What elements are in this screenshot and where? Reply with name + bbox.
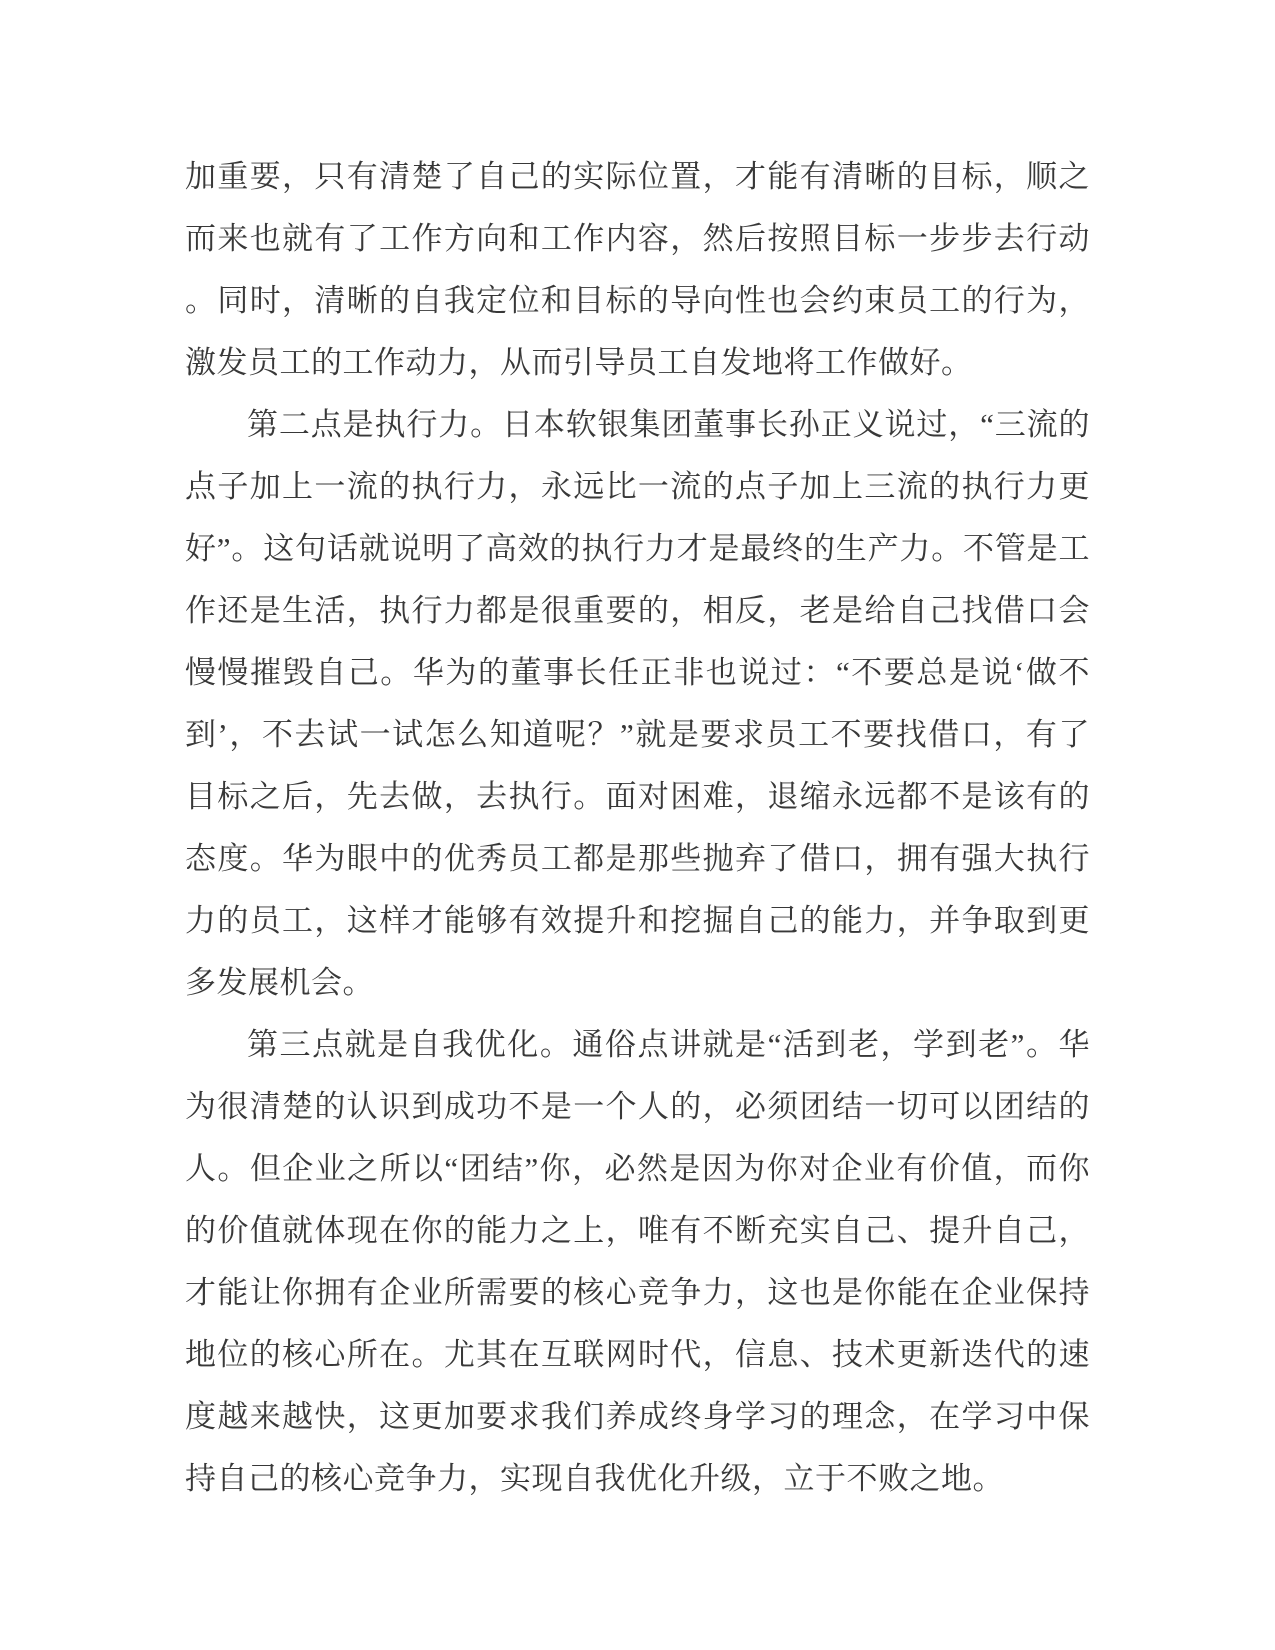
paragraph-continuation-self-positioning: 加重要，只有清楚了自己的实际位置，才能有清晰的目标，顺之而来也就有了工作方向和工作内容，然后按照目标一步步去行动。同时，清晰的自我定位和目标的导向性也会约束员工的行为，激发员工的工作动力，从而引导员工自发地将工作做好。: [185, 159, 1090, 380]
paragraph-self-optimization: 第三点就是自我优化。通俗点讲就是“活到老，学到老”。华为很清楚的认识到成功不是一个人的，必须团结一切可以团结的人。但企业之所以“团结”你，必然是因为你对企业有价值，而你的价值就体现在你的能力之上，唯有不断充实自己、提升自己，才能让你拥有企业所需要的核心竞争力，这也是你能在企业保持地位的核心所在。尤其在互联网时代，信息、技术更新迭代的速度越来越快，这更加要求我们养成终身学习的理念，在学习中保持自己的核心竞争力，实现自我优化升级，立于不败之地。: [185, 1027, 1091, 1496]
paragraph-execution-ability: 第二点是执行力。日本软银集团董事长孙正义说过，“三流的点子加上一流的执行力，永远比一流的点子加上三流的执行力更好”。这句话就说明了高效的执行力才是最终的生产力。不管是工作还是生活，执行力都是很重要的，相反，老是给自己找借口会慢慢摧毁自己。华为的董事长任正非也说过：“不要总是说‘做不到’，不去试一试怎么知道呢？”就是要求员工不要找借口，有了目标之后，先去做，去执行。面对困难，退缩永远都不是该有的态度。华为眼中的优秀员工都是那些抛弃了借口，拥有强大执行力的员工，这样才能够有效提升和挖掘自己的能力，并争取到更多发展机会。: [185, 407, 1090, 1000]
document-body-text: [185, 146, 1090, 1510]
